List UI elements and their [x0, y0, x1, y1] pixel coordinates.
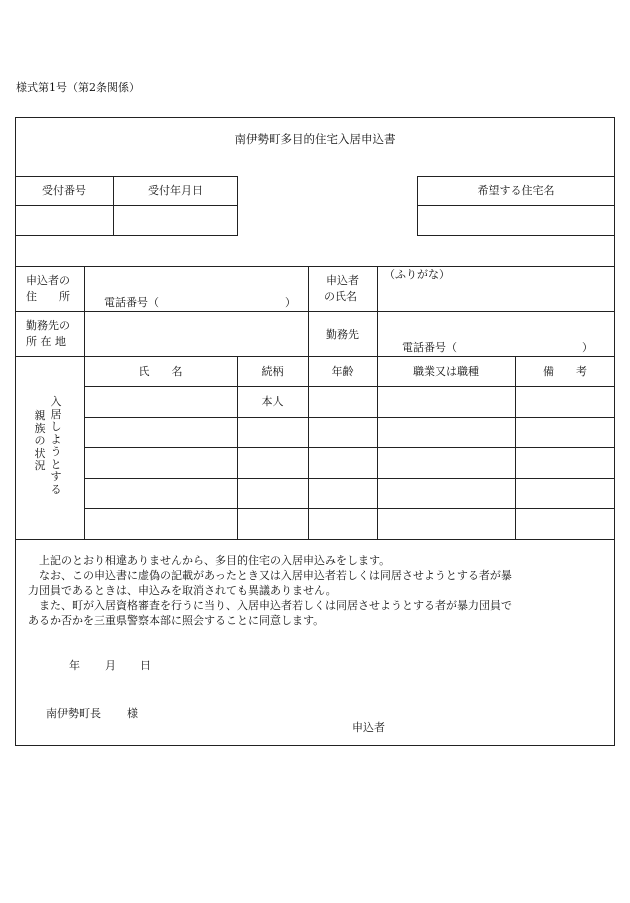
table-row[interactable] [85, 509, 236, 538]
applicant-phone-close: ） [285, 296, 296, 309]
family-side-label-col2: 入居しようとする [50, 395, 62, 496]
workplace-phone-close: ） [582, 341, 593, 354]
declaration-text [28, 553, 518, 628]
applicant-signature-label: 申込者 [352, 721, 385, 734]
date-day: 日 [140, 659, 151, 672]
applicant-phone-label: 電話番号（ [104, 296, 159, 309]
col-header-remarks: 備 考 [543, 365, 587, 378]
table-row[interactable] [85, 479, 236, 507]
furigana-label: （ふりがな） [384, 268, 450, 281]
declaration-line-2: なお、この申込書に虚偽の記載があったとき又は入居申込者若しくは同居させようとする者が暴力団員であるときは、申込みを取消されても異議ありません。 [28, 569, 512, 597]
workplace-name-label: 勤務先 [326, 328, 359, 341]
declaration-line-3: また、町が入居資格審査を行うに当り、入居申込者若しくは同居させようとする者が暴力団員であるか否かを三重県警察本部に照会することに同意します。 [28, 599, 512, 627]
workplace-name-field[interactable] [378, 312, 614, 340]
receipt-number-label: 受付番号 [42, 184, 86, 197]
receipt-number-field[interactable] [16, 206, 112, 234]
applicant-signature-field[interactable] [395, 716, 605, 738]
declaration-line-1: 上記のとおり相違ありませんから、多目的住宅の入居申込みをします。 [28, 554, 391, 567]
col-header-name: 氏 名 [138, 365, 183, 378]
applicant-address-label-1: 申込者の [26, 274, 70, 287]
receipt-date-field[interactable] [114, 206, 237, 234]
family-side-label-col1: 親族の状況 [34, 409, 46, 472]
workplace-phone-label: 電話番号（ [402, 341, 457, 354]
col-header-occupation: 職業又は職種 [413, 365, 479, 378]
workplace-address-label-2: 所 在 地 [26, 335, 66, 348]
table-row[interactable] [85, 448, 236, 477]
table-cell-relation-self: 本人 [261, 395, 284, 408]
workplace-address-label-1: 勤務先の [26, 319, 70, 332]
receipt-date-label: 受付年月日 [148, 184, 203, 197]
applicant-address-label-2: 住 所 [26, 290, 70, 303]
col-header-relation: 続柄 [261, 365, 284, 378]
form-title: 南伊勢町多目的住宅入居申込書 [234, 132, 396, 146]
addressee: 南伊勢町長 [46, 707, 101, 720]
workplace-address-field[interactable] [85, 312, 307, 355]
desired-housing-field[interactable] [418, 206, 614, 234]
applicant-name-field[interactable] [378, 282, 614, 310]
desired-housing-label: 希望する住宅名 [477, 184, 555, 197]
honorific: 様 [127, 707, 138, 720]
table-row[interactable] [85, 418, 236, 446]
applicant-name-label-2: の氏名 [324, 290, 357, 303]
form-number-label: 様式第1号（第2条関係） [16, 81, 140, 94]
applicant-name-label-1: 申込者 [326, 274, 359, 287]
date-month: 月 [105, 659, 116, 672]
col-header-age: 年齢 [331, 365, 354, 378]
date-year: 年 [69, 659, 80, 672]
